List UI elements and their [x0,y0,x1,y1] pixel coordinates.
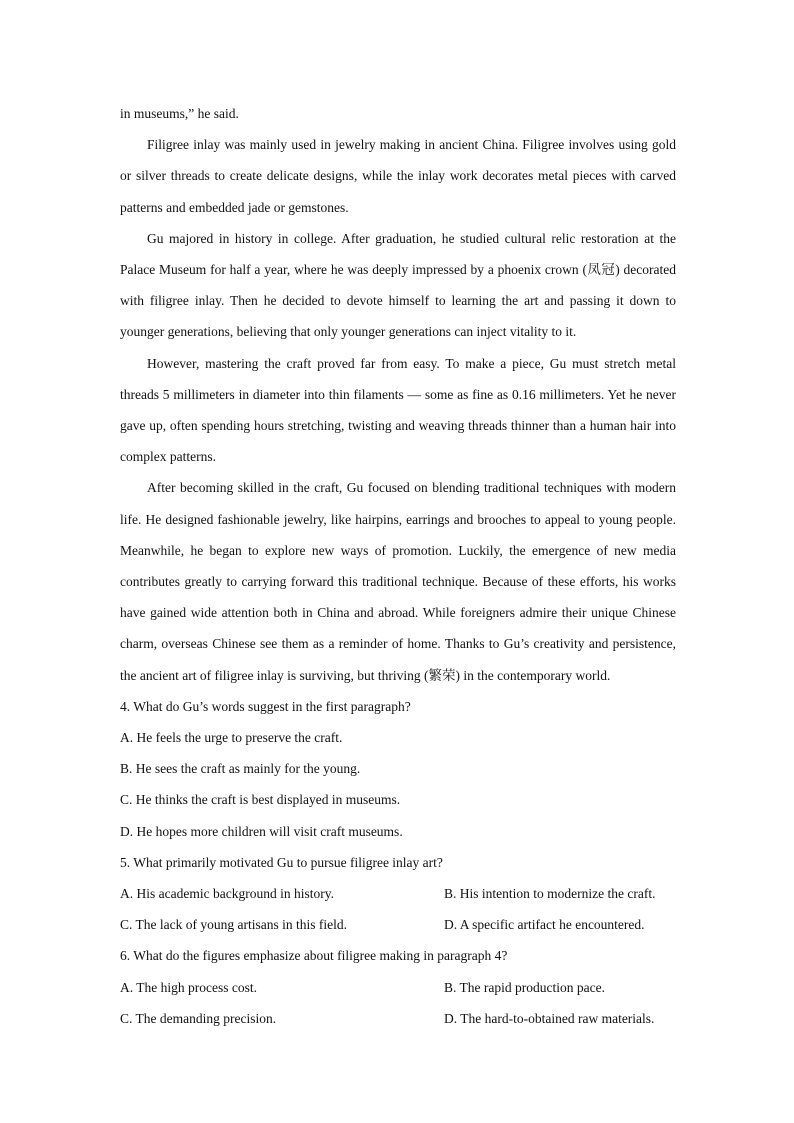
question-6 [120,940,676,1034]
question-4 [120,691,676,847]
option-b: B. His intention to modernize the craft. [444,886,656,902]
question-stem: 5. What primarily motivated Gu to pursue filigree inlay art? [120,854,443,870]
passage-continuation: in museums,” he said. [120,106,239,121]
option-b: B. The rapid production pace. [444,979,605,995]
passage-paragraph: Gu majored in history in college. After graduation, he studied cultural relic restoration at the Palace Museum for half a year, where he was deeply impressed by a phoenix crown (凤冠) decorated with filigree inlay. Then he decided to devote himself to learning the art and passing it down to younger generations, believing that only younger generations can inject vitality to it. [120,230,676,340]
passage-paragraph: Filigree inlay was mainly used in jewelry making in ancient China. Filigree involves using gold or silver threads to create delicate designs, while the inlay work decorates metal pieces with carved patterns and embedded jade or gemstones. [120,137,676,215]
page-content [120,98,676,1034]
option-a: A. He feels the urge to preserve the craft. [120,730,343,746]
option-c: C. The lack of young artisans in this field. [120,917,347,933]
option-d: D. The hard-to-obtained raw materials. [444,1010,655,1026]
option-row [120,972,676,1003]
question-stem: 6. What do the figures emphasize about filigree making in paragraph 4? [120,948,508,964]
question-5 [120,847,676,941]
option-d: D. He hopes more children will visit craft museums. [120,823,403,839]
option-row [120,878,676,909]
option-row [120,1003,676,1034]
option-a: A. The high process cost. [120,979,257,995]
question-stem: 4. What do Gu’s words suggest in the first paragraph? [120,698,411,714]
option-c: C. He thinks the craft is best displayed in museums. [120,792,401,808]
option-c: C. The demanding precision. [120,1010,277,1026]
option-b: B. He sees the craft as mainly for the young. [120,761,361,777]
option-d: D. A specific artifact he encountered. [444,917,645,933]
passage-paragraph: However, mastering the craft proved far from easy. To make a piece, Gu must stretch metal threads 5 millimeters in diameter into thin filaments — some as fine as 0.16 millimeters. Yet he never gave up, often spending hours stretching, twisting and weaving threads thinner than a human hair into complex patterns. [120,355,676,465]
option-a: A. His academic background in history. [120,886,334,902]
passage-paragraph: After becoming skilled in the craft, Gu focused on blending traditional techniques with modern life. He designed fashionable jewelry, like hairpins, earrings and brooches to appeal to young people. Meanwhile, he began to explore new ways of promotion. Luckily, the emergence of new media contributes greatly to carrying forward this traditional technique. Because of these efforts, his works have gained wide attention both in China and abroad. While foreigners admire their unique Chinese charm, overseas Chinese see them as a reminder of home. Thanks to Gu’s creativity and persistence, the ancient art of filigree inlay is surviving, but thriving (繁荣) in the contemporary world. [120,480,676,683]
option-row [120,909,676,940]
